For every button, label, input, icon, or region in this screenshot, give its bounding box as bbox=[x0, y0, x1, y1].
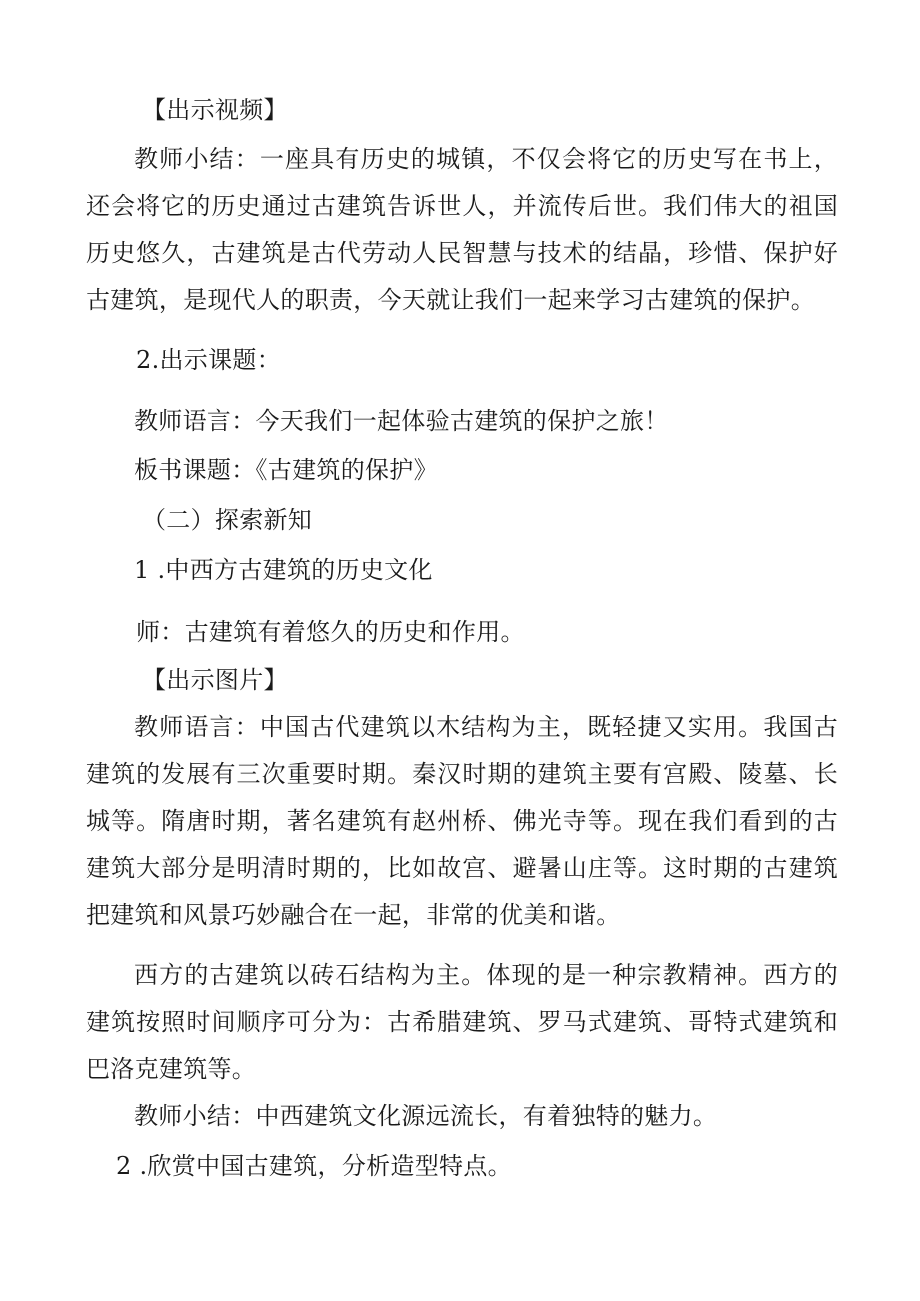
section-2-title: 2.出示课题： bbox=[136, 346, 281, 374]
subsection-1-title: 1 .中西方古建筑的历史文化 bbox=[134, 556, 433, 584]
teacher-language-paragraph-2: 教师语言：中国古代建筑以木结构为主，既轻捷又实用。我国古建筑的发展有三次重要时期。秦汉时期的建筑主要有宫殿、陵墓、长城等。隋唐时期，著名建筑有赵州桥、佛光寺等。现在我们看到的古建筑大部分是明清时期的，比如故宫、避暑山庄等。这时期的古建筑把建筑和风景巧妙融合在一起，非常的优美和谐。 bbox=[86, 713, 838, 929]
board-title: 板书课题：《古建筑的保护》 bbox=[134, 456, 438, 484]
show-video-label: 【出示视频】 bbox=[142, 96, 288, 124]
teacher-language-1: 教师语言：今天我们一起体验古建筑的保护之旅！ bbox=[134, 407, 669, 435]
part-2-heading: （二）探索新知 bbox=[142, 506, 313, 534]
show-picture-label: 【出示图片】 bbox=[142, 666, 288, 694]
teacher-statement: 师：古建筑有着悠久的历史和作用。 bbox=[136, 618, 525, 646]
teacher-summary-2: 教师小结：中西建筑文化源远流长，有着独特的魅力。 bbox=[134, 1102, 718, 1130]
teacher-summary-paragraph-1: 教师小结：一座具有历史的城镇，不仅会将它的历史写在书上，还会将它的历史通过古建筑告诉世人，并流传后世。我们伟大的祖国历史悠久，古建筑是古代劳动人民智慧与技术的结晶，珍惜、保护好古建筑，是现代人的职责，今天就让我们一起来学习古建筑的保护。 bbox=[86, 145, 838, 314]
western-architecture-paragraph: 西方的古建筑以砖石结构为主。体现的是一种宗教精神。西方的建筑按照时间顺序可分为：古希腊建筑、罗马式建筑、哥特式建筑和巴洛克建筑等。 bbox=[86, 961, 838, 1083]
subsection-2-title: 2 .欣赏中国古建筑，分析造型特点。 bbox=[116, 1152, 512, 1180]
